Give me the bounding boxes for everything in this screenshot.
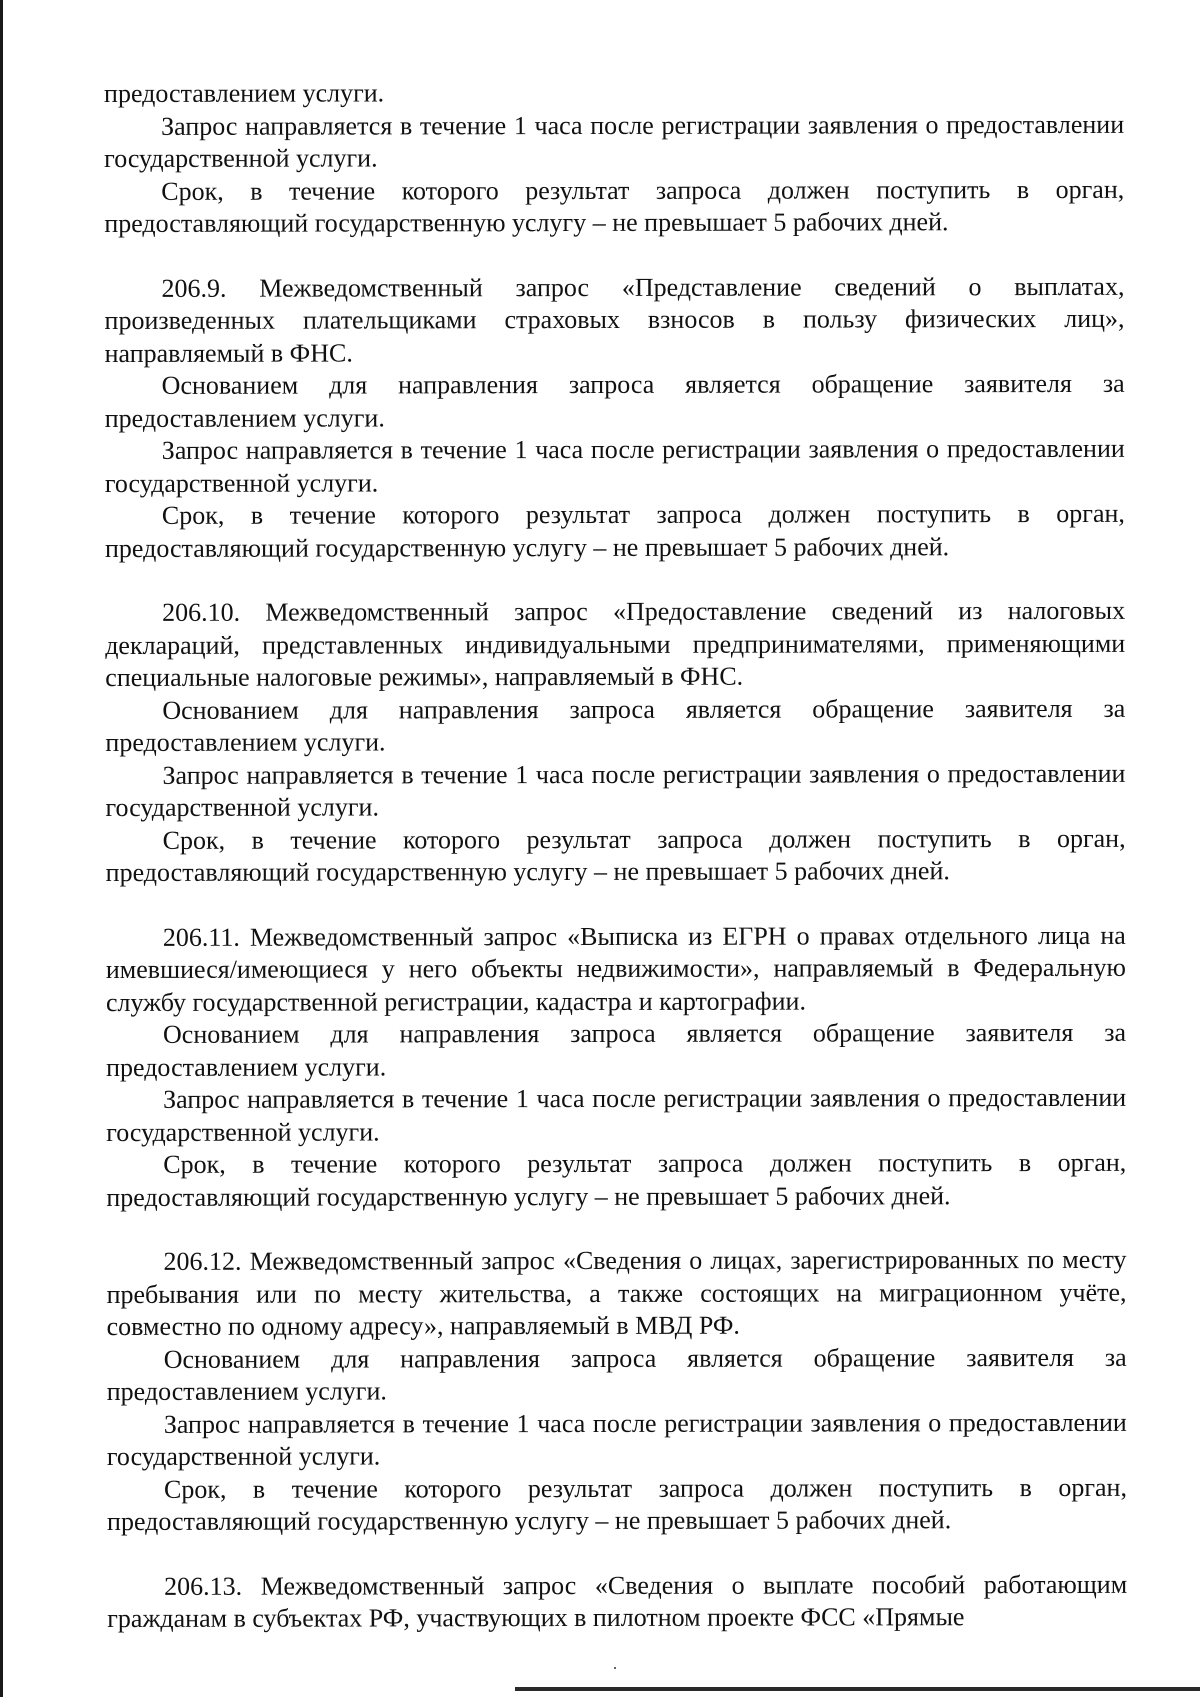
deadline-paragraph: Срок, в течение которого результат запроса должен поступить в орган, предоставляющий государственную услугу – не превышает 5 рабочих дней.: [105, 823, 1126, 887]
basis-paragraph: Основанием для направления запроса является обращение заявителя за предоставлением услуги.: [105, 693, 1126, 757]
scan-edge-bottom: [515, 1687, 1200, 1691]
basis-paragraph: Основанием для направления запроса является обращение заявителя за предоставлением услуги.: [104, 368, 1125, 433]
request-paragraph: Запрос направляется в течение 1 часа после регистрации заявления о предоставлении государственной услуги.: [106, 1407, 1127, 1471]
intro-request-paragraph: Запрос направляется в течение 1 часа после регистрации заявления о предоставлении государственной услуги.: [104, 109, 1125, 173]
section-206-11: [106, 919, 1127, 1214]
section-206-13: [107, 1568, 1127, 1635]
deadline-paragraph: Срок, в течение которого результат запроса должен поступить в орган, предоставляющий государственную услугу – не превышает 5 рабочих дней.: [106, 1472, 1127, 1536]
request-paragraph: Запрос направляется в течение 1 часа после регистрации заявления о предоставлении государственной услуги.: [104, 433, 1125, 498]
section-heading: 206.13. Межведомственный запрос «Сведения о выплате пособий работающим гражданам в субъектах РФ, участвующих в пилотном проекте ФСС «Прямые: [107, 1569, 1128, 1633]
section-206-9: [104, 270, 1125, 565]
scan-edge-left: [0, 0, 3, 1697]
scan-speck: [614, 1667, 616, 1669]
deadline-paragraph: Срок, в течение которого результат запроса должен поступить в орган, предоставляющий государственную услугу – не превышает 5 рабочих дней.: [104, 498, 1125, 563]
intro-section: [104, 76, 1124, 241]
intro-tail: предоставлением услуги.: [104, 78, 385, 108]
section-heading: 206.12. Межведомственный запрос «Сведения о лицах, зарегистрированных по месту пребывания или по месту жительства, а также состоящих на миграционном учёте, совместно по одному адресу», направляемый в МВД РФ.: [106, 1244, 1127, 1341]
section-heading: 206.11. Межведомственный запрос «Выписка из ЕГРН о правах отдельного лица на имевшиеся/имеющиеся у него объекты недвижимости», направляемый в Федеральную службу государственной регистрации, кадастра и картографии.: [105, 920, 1126, 1017]
intro-deadline-paragraph: Срок, в течение которого результат запроса должен поступить в орган, предоставляющий государственную услугу – не превышает 5 рабочих дней.: [104, 174, 1125, 238]
section-heading: 206.10. Межведомственный запрос «Предоставление сведений из налоговых деклараций, представленных индивидуальными предпринимателями, применяющими специальные налоговые режимы», направляемый в ФНС.: [105, 595, 1126, 692]
document-page: [104, 76, 1127, 1636]
deadline-paragraph: Срок, в течение которого результат запроса должен поступить в орган, предоставляющий государственную услугу – не превышает 5 рабочих дней.: [106, 1147, 1127, 1212]
section-206-12: [106, 1244, 1127, 1539]
basis-paragraph: Основанием для направления запроса является обращение заявителя за предоставлением услуги.: [106, 1342, 1127, 1406]
request-paragraph: Запрос направляется в течение 1 часа после регистрации заявления о предоставлении государственной услуги.: [106, 1082, 1127, 1147]
request-paragraph: Запрос направляется в течение 1 часа после регистрации заявления о предоставлении государственной услуги.: [105, 758, 1126, 822]
section-206-10: [105, 595, 1126, 890]
basis-paragraph: Основанием для направления запроса является обращение заявителя за предоставлением услуги.: [106, 1017, 1127, 1082]
section-heading: 206.9. Межведомственный запрос «Представление сведений о выплатах, произведенных плательщиками страховых взносов в пользу физических лиц», направляемый в ФНС.: [104, 271, 1125, 368]
